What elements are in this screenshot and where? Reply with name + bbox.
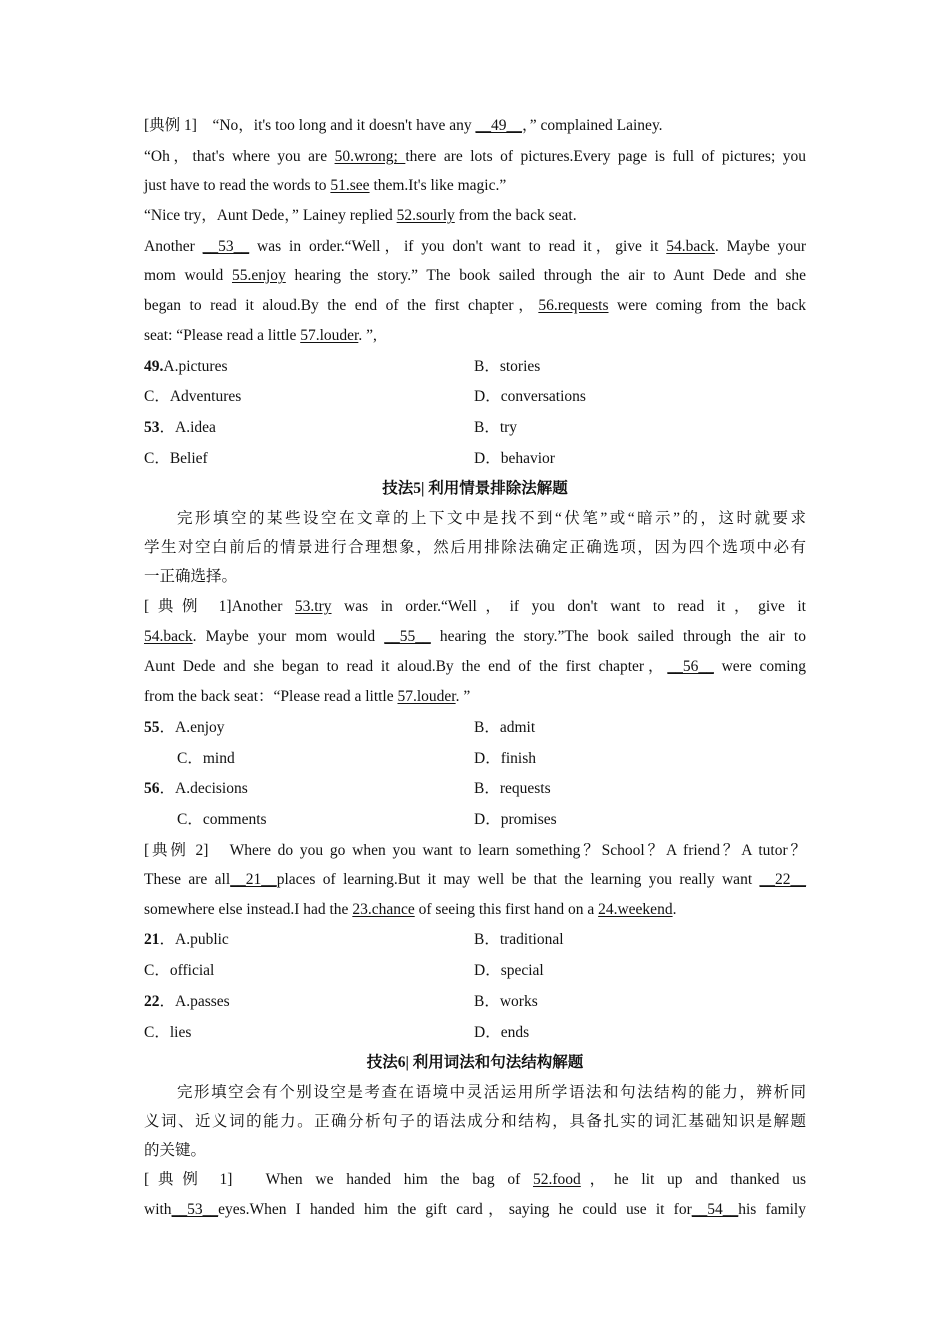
passage-line: just have to read the words to 51.see them.It's like magic.” — [144, 177, 507, 194]
passage-line: with__53__eyes.When I handed him the gift card，saying he could use it for__54__his family — [144, 1201, 806, 1218]
option-row: C．Belief D．behavior — [144, 450, 555, 467]
blank-21: __21__ — [230, 871, 277, 888]
passage-line: These are all__21__places of learning.But it may well be that the learning you really want __22__ — [144, 871, 806, 888]
section-heading: 技法5| 利用情景排除法解题 — [382, 480, 568, 497]
passage-line: [典例 1] When we handed him the bag of 52.food，he lit up and thanked us — [144, 1171, 806, 1188]
passage-line: seat: “Please read a little 57.louder. ”, — [144, 327, 377, 344]
passage-line: from the back seat：“Please read a little 57.louder. ” — [144, 688, 471, 705]
paragraph-line: 的关键。 — [144, 1142, 207, 1159]
passage-line: [典例 1]Another 53.try was in order.“Well，if you don't want to read it，give it — [144, 598, 806, 615]
paragraph-line: 完形填空会有个别设空是考查在语境中灵活运用所学语法和句法结构的能力，辨析同 — [177, 1084, 806, 1101]
option-row: C．mind D．finish — [177, 750, 537, 767]
passage-line: 54.back. Maybe your mom would __55__ hearing the story.”The book sailed through the air to — [144, 628, 806, 645]
paragraph-line: 完形填空的某些设空在文章的上下文中是找不到“伏笔”或“暗示”的，这时就要求 — [177, 510, 806, 527]
blank-22: __22__ — [759, 871, 806, 888]
passage-line: “Oh，that's where you are 50.wrong; there are lots of pictures.Every page is full of pictures; you — [144, 148, 806, 165]
blank-56: __56__ — [667, 658, 714, 675]
passage-line: began to read it aloud.By the end of the first chapter，56.requests were coming from the back — [144, 297, 806, 314]
passage-line: Aunt Dede and she began to read it aloud.By the end of the first chapter，__56__ were coming — [144, 658, 806, 675]
option-row: C．comments D．promises — [177, 811, 557, 828]
passage-line: [典例 1] “No，it's too long and it doesn't have any __49__，” complained Lainey. — [144, 117, 663, 134]
passage-line: “Nice try，Aunt Dede，” Lainey replied 52.sourly from the back seat. — [144, 207, 577, 224]
blank-54: __54__ — [691, 1201, 739, 1218]
passage-line: somewhere else instead.I had the 23.chance of seeing this first hand on a 24.weekend. — [144, 901, 677, 918]
paragraph-line: 一正确选择。 — [144, 568, 238, 585]
option-row: 56．A.decisions B．requests — [144, 780, 551, 797]
option-row: 21．A.public B．traditional — [144, 931, 564, 948]
blank-55: __55__ — [384, 628, 431, 645]
option-row: 53．A.idea B．try — [144, 419, 518, 436]
passage-line: [典例 2] Where do you go when you want to learn something？School？A friend？A tutor？ — [144, 842, 806, 859]
paragraph-line: 学生对空白前后的情景进行合理想象，然后用排除法确定正确选项，因为四个选项中必有 — [144, 539, 806, 556]
passage-line: Another __53__ was in order.“Well，if you don't want to read it，give it 54.back. Maybe your — [144, 238, 806, 255]
option-row: C．lies D．ends — [144, 1024, 530, 1041]
option-row: 22．A.passes B．works — [144, 993, 538, 1010]
blank-53: __53__ — [202, 238, 250, 255]
option-row: C．official D．special — [144, 962, 544, 979]
passage-line: mom would 55.enjoy hearing the story.” The book sailed through the air to Aunt Dede and she — [144, 267, 806, 284]
option-row: 55．A.enjoy B．admit — [144, 719, 536, 736]
paragraph-line: 义词、近义词的能力。正确分析句子的语法成分和结构，具备扎实的词汇基础知识是解题 — [144, 1113, 806, 1130]
section-heading: 技法6| 利用词法和句法结构解题 — [366, 1054, 584, 1071]
option-row: C．Adventures D．conversations — [144, 388, 586, 405]
blank-49: __49__ — [475, 117, 522, 134]
option-row: 49.A.pictures B．stories — [144, 358, 541, 375]
blank-53: __53__ — [171, 1201, 219, 1218]
